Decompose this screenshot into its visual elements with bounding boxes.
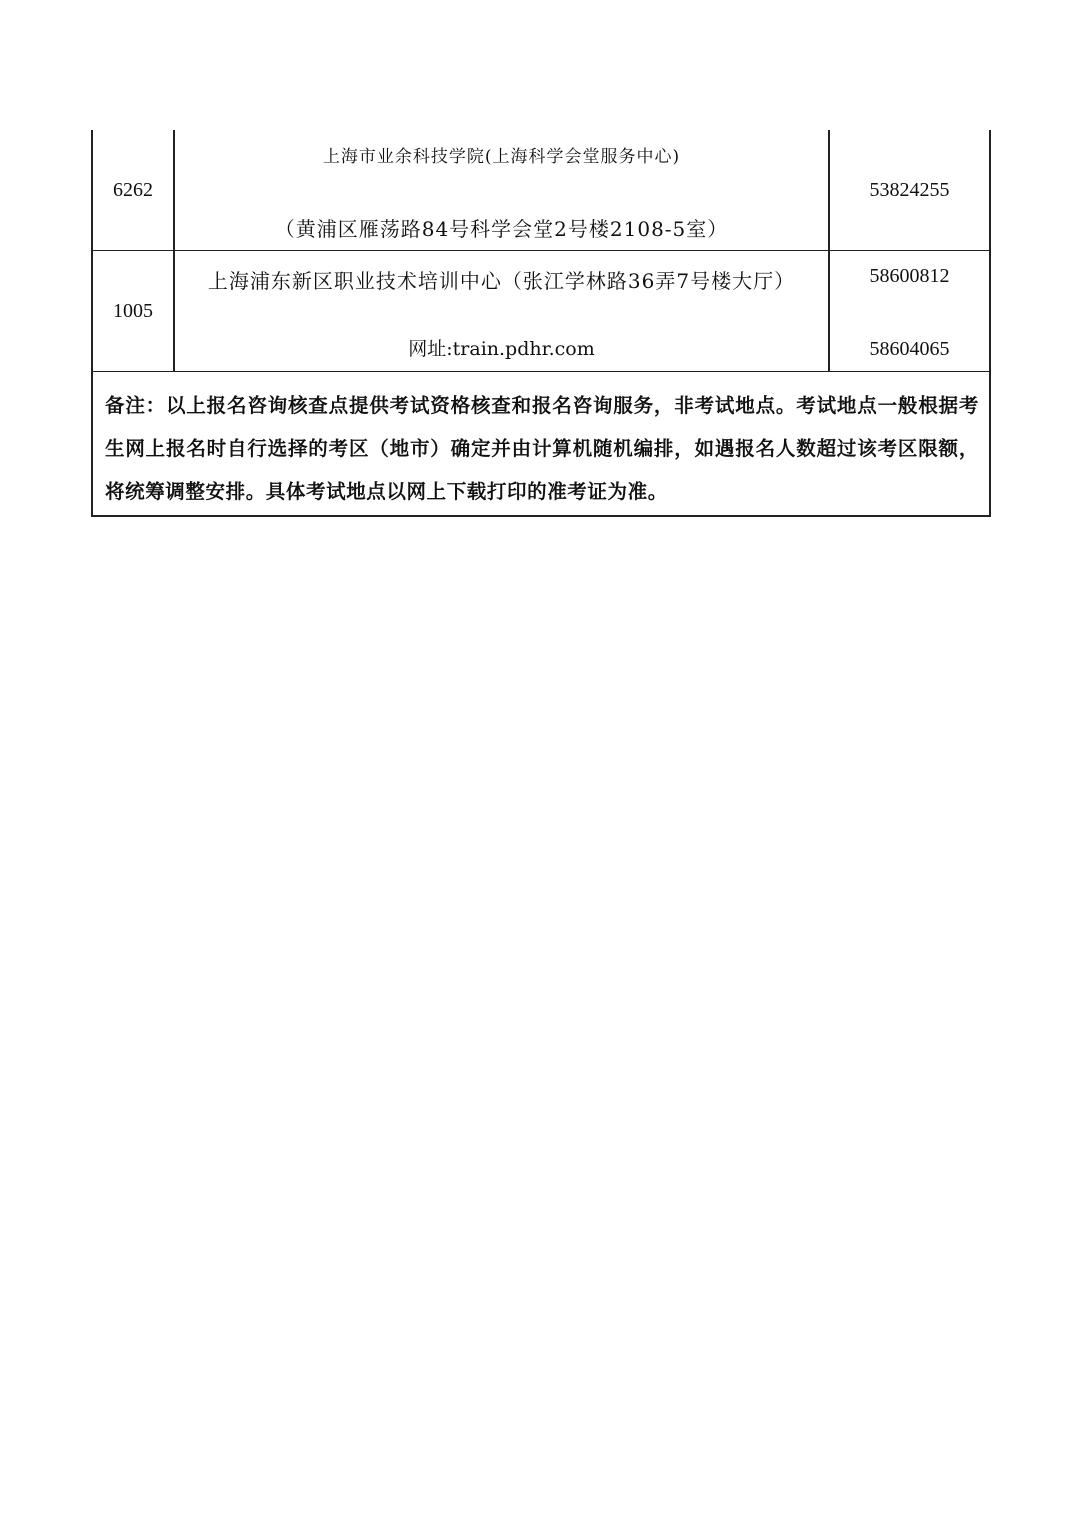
site-name: 上海市业余科技学院(上海科学会堂服务中心) — [322, 147, 681, 167]
site-phone-cell — [829, 130, 990, 251]
site-phone: 53824255 — [869, 178, 950, 201]
site-address: （黄浦区雁荡路84号科学会堂2号楼2108-5室） — [274, 217, 729, 241]
site-phone: 58600812 — [869, 265, 950, 287]
site-code-cell — [92, 130, 174, 251]
site-code: 1005 — [113, 299, 153, 322]
site-name-cell — [174, 251, 829, 372]
table-row — [92, 251, 990, 372]
note-cell — [92, 372, 990, 517]
site-code: 6262 — [113, 178, 153, 201]
site-name: 上海浦东新区职业技术培训中心（张江学林路36弄7号楼大厅） — [207, 269, 796, 293]
site-code-cell — [92, 251, 174, 372]
note-row — [92, 372, 990, 517]
note-text: 备注：以上报名咨询核查点提供考试资格核查和报名咨询服务，非考试地点。考试地点一般根据考生网上报名时自行选择的考区（地市）确定并由计算机随机编排，如遇报名人数超过该考区限额，将统筹调整安排。具体考试地点以网上下载打印的准考证为准。 — [105, 394, 979, 503]
exam-site-table — [91, 130, 991, 517]
site-name-cell — [174, 130, 829, 251]
site-website: 网址:train.pdhr.com — [408, 338, 595, 360]
site-phone-cell — [829, 251, 990, 372]
site-phone-secondary: 58604065 — [869, 338, 950, 360]
table-row — [92, 130, 990, 251]
